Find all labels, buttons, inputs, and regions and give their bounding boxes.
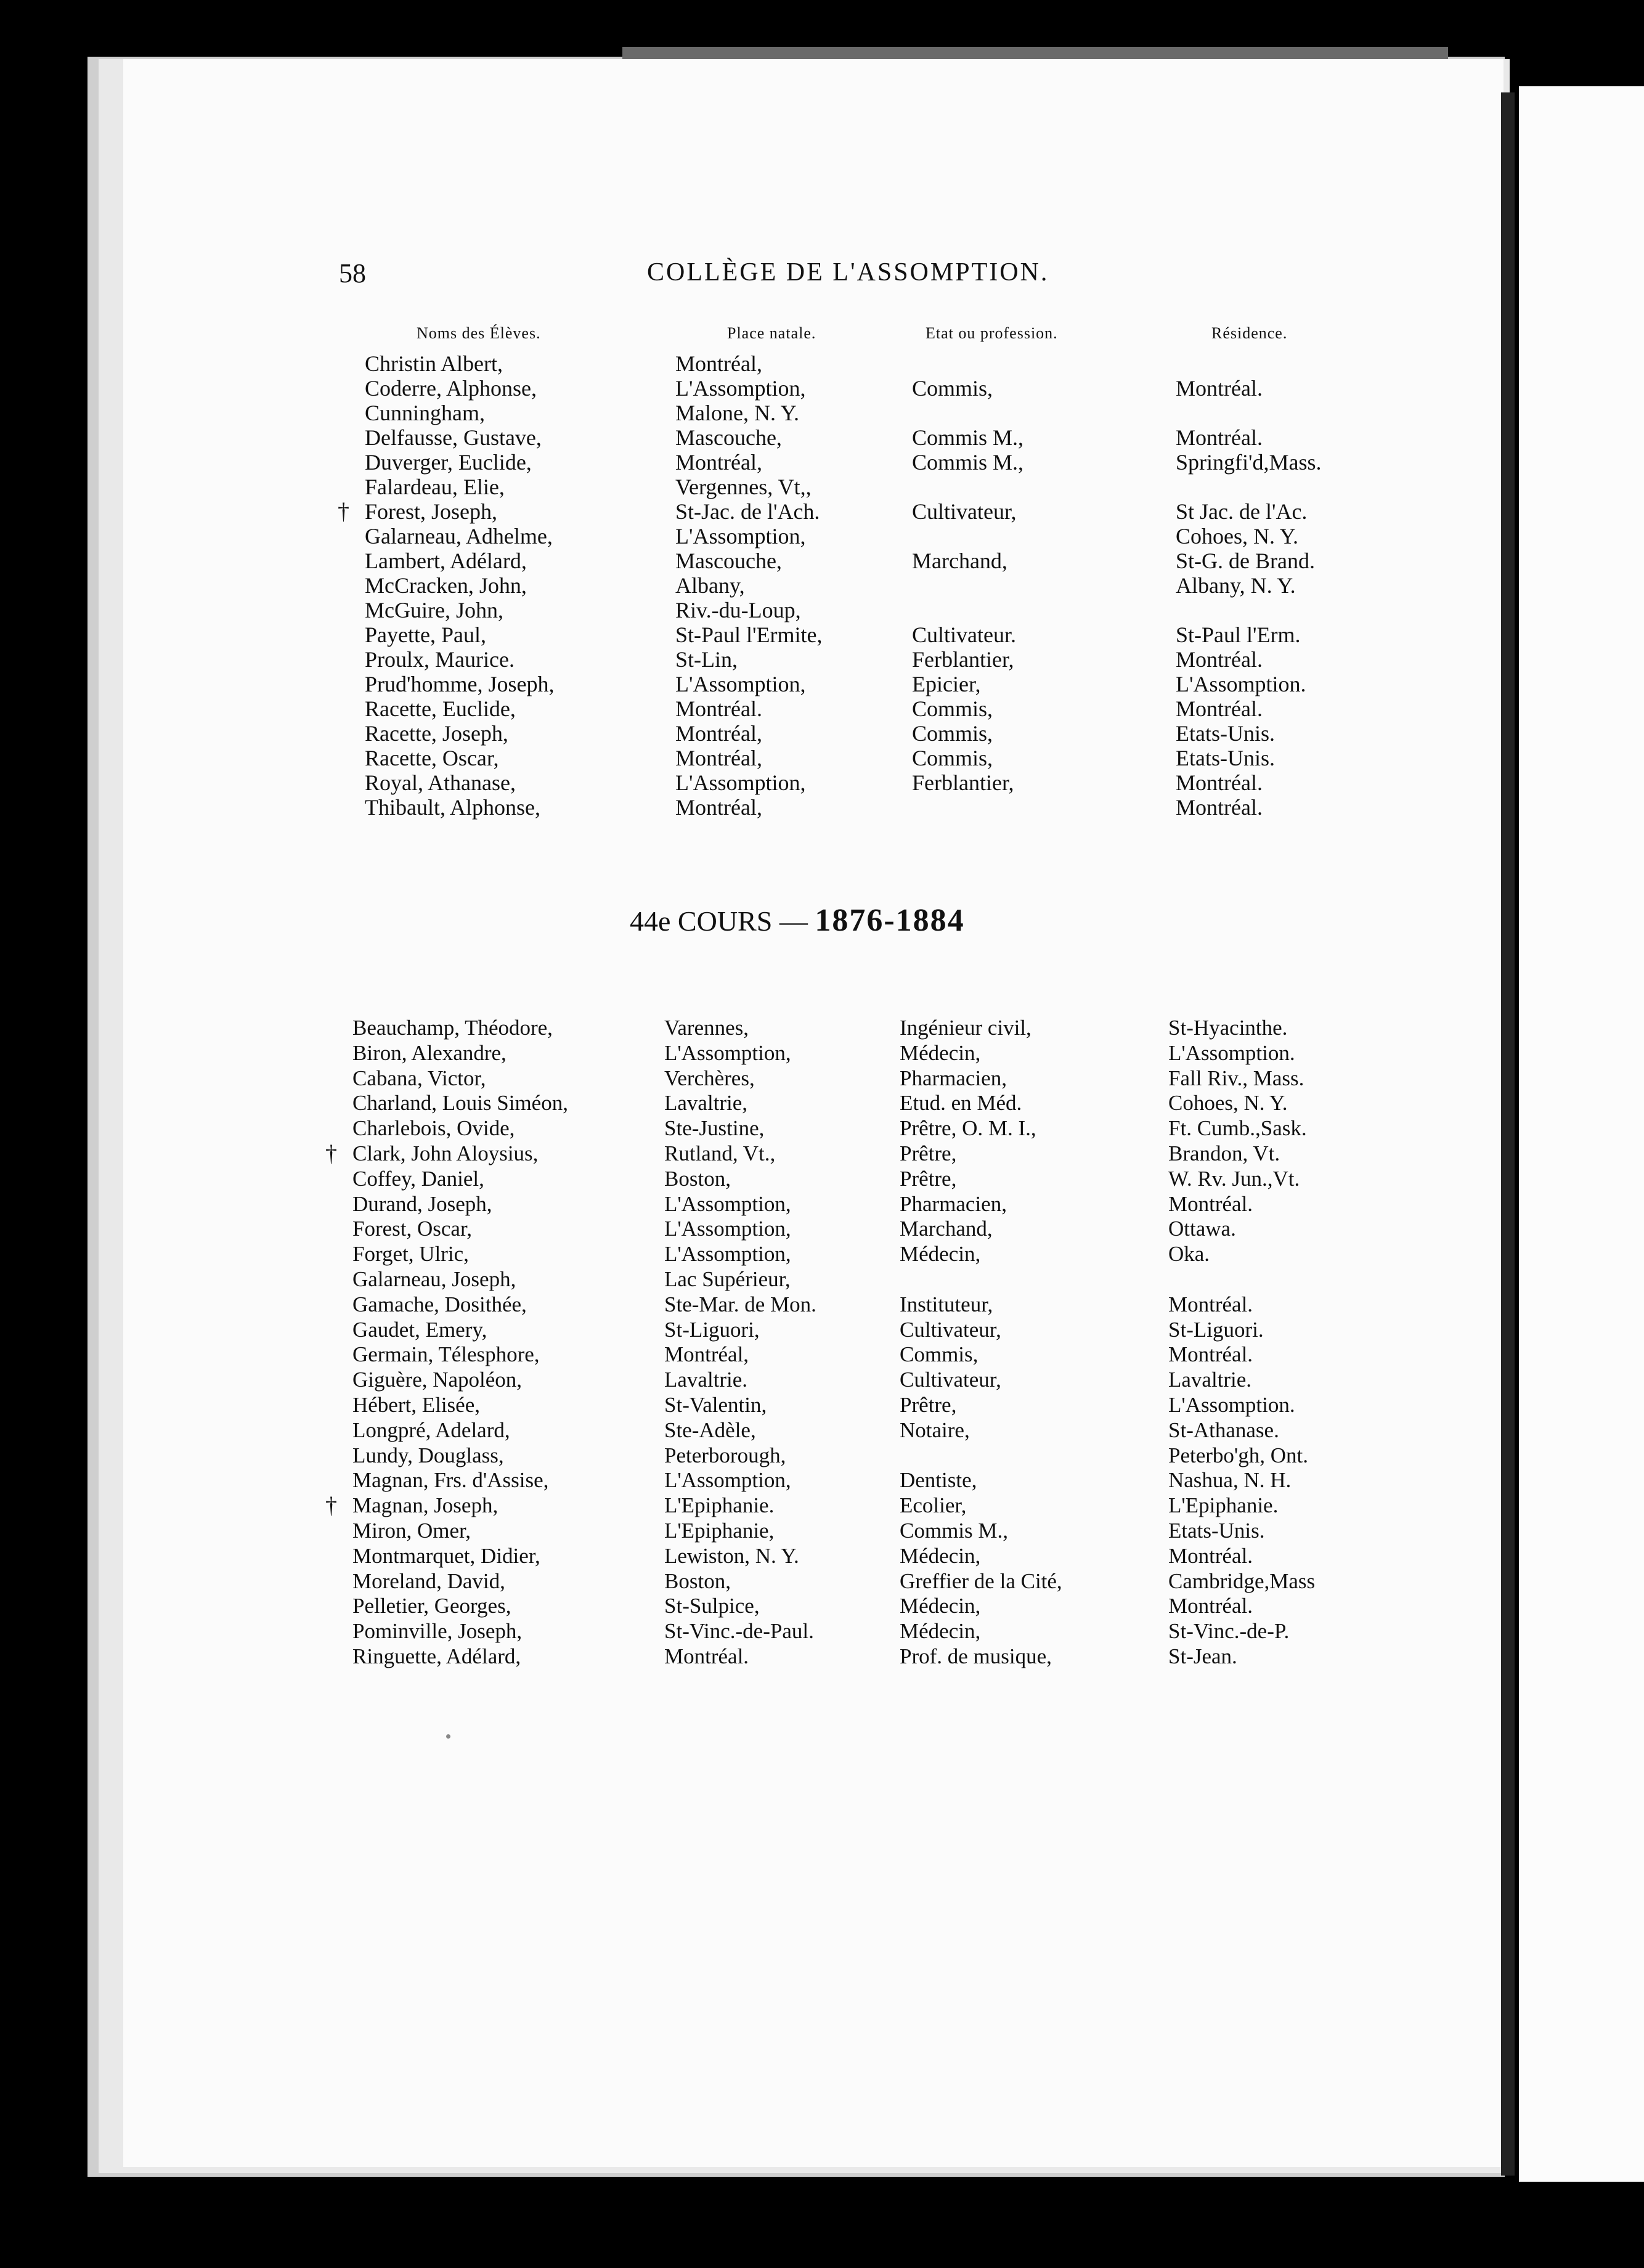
cell-profession <box>900 1267 1062 1292</box>
cell-name: Clark, John Aloysius, <box>352 1141 539 1165</box>
cell-residence <box>1176 351 1322 376</box>
cell-profession: Ferblantier, <box>912 770 1014 795</box>
cell-profession: Marchand, <box>912 549 1007 573</box>
cell-residence: Montréal. <box>1168 1342 1253 1367</box>
cell-name: Cunningham, <box>365 401 485 425</box>
cell-birthplace: Montréal, <box>675 351 762 376</box>
cell-birthplace: Montréal, <box>675 746 762 770</box>
cell-birthplace: L'Assomption, <box>664 1040 791 1065</box>
cell-name: Forest, Oscar, <box>352 1217 472 1241</box>
cell-name: Hébert, Elisée, <box>352 1392 480 1417</box>
cell-profession: Commis M., <box>912 425 1024 450</box>
column-header-birthplace: Place natale. <box>727 324 816 342</box>
cell-residence: St-Hyacinthe. <box>1168 1016 1288 1040</box>
cell-residence: St-Jean. <box>1168 1644 1237 1668</box>
cell-name: Galarneau, Adhelme, <box>365 524 553 549</box>
cell-name: Miron, Omer, <box>352 1518 471 1543</box>
cell-name: Biron, Alexandre, <box>352 1040 507 1065</box>
cell-profession <box>912 598 1023 622</box>
cell-birthplace: Lac Supérieur, <box>664 1267 791 1291</box>
cell-name: Delfausse, Gustave, <box>365 425 542 450</box>
cell-residence <box>1176 598 1322 622</box>
cell-birthplace: Montréal, <box>675 721 762 746</box>
cell-residence: Etats-Unis. <box>1176 721 1275 746</box>
section-b-residence-column <box>1168 1016 1315 1670</box>
cell-name: Thibault, Alphonse, <box>365 795 540 820</box>
column-header-profession: Etat ou profession. <box>926 324 1058 342</box>
cell-residence: Montréal. <box>1176 770 1263 795</box>
cell-birthplace: Ste-Justine, <box>664 1116 765 1141</box>
cell-name: Ringuette, Adélard, <box>352 1644 521 1668</box>
cell-residence: Montréal. <box>1176 425 1263 450</box>
cell-profession <box>912 573 1023 598</box>
facing-page <box>1519 86 1644 2182</box>
cell-name: Prud'homme, Joseph, <box>365 672 555 696</box>
section-title-dates: 1876-1884 <box>815 903 965 938</box>
cell-birthplace: St-Vinc.-de-Paul. <box>664 1619 814 1644</box>
cell-residence: Cohoes, N. Y. <box>1168 1091 1288 1116</box>
cell-birthplace: L'Epiphanie. <box>664 1493 775 1518</box>
cell-name: Galarneau, Joseph, <box>352 1267 516 1291</box>
cell-birthplace: Montréal. <box>675 696 762 721</box>
cell-profession: Prêtre, <box>900 1166 957 1191</box>
cell-profession: Médecin, <box>900 1594 981 1618</box>
cell-profession: Epicier, <box>912 672 981 696</box>
cell-profession: Commis, <box>912 696 993 721</box>
cell-name: Forest, Joseph, <box>365 499 497 524</box>
cell-profession: Médecin, <box>900 1242 981 1267</box>
cell-profession <box>912 524 1023 549</box>
cell-residence: Montréal. <box>1176 647 1263 672</box>
cell-birthplace: St-Jac. de l'Ach. <box>675 499 820 524</box>
book-spine <box>1501 92 1515 2176</box>
cell-birthplace: St-Valentin, <box>664 1392 767 1417</box>
cell-name: Forget, Ulric, <box>352 1242 469 1267</box>
stray-mark <box>446 1734 450 1739</box>
cell-profession: Greffier de la Cité, <box>900 1568 1062 1593</box>
cell-birthplace: Ste-Mar. de Mon. <box>664 1292 816 1316</box>
cell-profession: Commis, <box>900 1342 979 1367</box>
cell-residence: Montréal. <box>1168 1594 1253 1618</box>
cell-residence: Lavaltrie. <box>1168 1368 1252 1392</box>
cell-birthplace: Mascouche, <box>675 425 782 450</box>
cell-profession: Cultivateur, <box>900 1368 1001 1392</box>
cell-residence: L'Assomption. <box>1176 672 1306 696</box>
cell-profession <box>912 475 1023 499</box>
cell-birthplace: Lewiston, N. Y. <box>664 1543 799 1568</box>
cell-residence: Montréal. <box>1176 696 1263 721</box>
cell-residence: Ft. Cumb.,Sask. <box>1168 1116 1307 1141</box>
cell-residence: St-Liguori. <box>1168 1317 1264 1342</box>
cell-name: Royal, Athanase, <box>365 770 516 795</box>
cell-name: Charlebois, Ovide, <box>352 1116 515 1141</box>
cell-name: Montmarquet, Didier, <box>352 1543 540 1568</box>
cell-name: Duverger, Euclide, <box>365 450 532 475</box>
cell-profession: Ferblantier, <box>912 647 1014 672</box>
cell-birthplace: St-Lin, <box>675 647 738 672</box>
cell-birthplace: Montréal, <box>664 1342 749 1367</box>
cell-profession: Etud. en Méd. <box>900 1091 1022 1116</box>
cell-profession: Pharmacien, <box>900 1191 1007 1216</box>
cell-birthplace: L'Assomption, <box>664 1217 791 1241</box>
cell-residence: Cohoes, N. Y. <box>1176 524 1299 549</box>
cell-birthplace: Varennes, <box>664 1016 749 1040</box>
cell-profession <box>912 795 1023 820</box>
cell-birthplace: L'Epiphanie, <box>664 1518 775 1543</box>
cell-residence: St-Athanase. <box>1168 1418 1279 1442</box>
cell-birthplace: Malone, N. Y. <box>675 401 799 425</box>
cell-profession: Commis M., <box>900 1518 1009 1543</box>
cell-residence: Montréal. <box>1168 1292 1253 1316</box>
cell-profession: Notaire, <box>900 1418 970 1442</box>
cell-name: Durand, Joseph, <box>352 1191 492 1216</box>
cell-residence: W. Rv. Jun.,Vt. <box>1168 1166 1300 1191</box>
section-a-names-column <box>365 351 554 820</box>
cell-profession: Prêtre, O. M. I., <box>900 1116 1036 1141</box>
cell-name: Racette, Joseph, <box>365 721 508 746</box>
cell-profession: Commis M., <box>912 450 1024 475</box>
cell-birthplace: L'Assomption, <box>675 376 806 401</box>
cell-name: Gamache, Dosithée, <box>352 1292 527 1316</box>
cell-name: Germain, Télesphore, <box>352 1342 540 1367</box>
section-b-birthplace-column <box>664 1016 816 1670</box>
cell-birthplace: Montréal, <box>675 450 762 475</box>
cell-birthplace: L'Assomption, <box>675 524 806 549</box>
cell-residence: L'Assomption. <box>1168 1392 1295 1417</box>
section-title-course: 44e COURS <box>630 905 773 937</box>
cell-name: Lundy, Douglass, <box>352 1443 504 1467</box>
cell-profession <box>912 401 1023 425</box>
cell-name: Pominville, Joseph, <box>352 1619 523 1644</box>
cell-name: Giguère, Napoléon, <box>352 1368 523 1392</box>
column-header-residence: Résidence. <box>1211 324 1288 342</box>
cell-residence: St-G. de Brand. <box>1176 549 1315 573</box>
cell-name: Falardeau, Elie, <box>365 475 505 499</box>
cell-residence <box>1168 1267 1315 1292</box>
cell-birthplace: L'Assomption, <box>675 672 806 696</box>
cell-birthplace: Peterborough, <box>664 1443 786 1467</box>
cell-profession: Pharmacien, <box>900 1066 1007 1090</box>
cell-profession: Ingénieur civil, <box>900 1016 1032 1040</box>
cell-name: Proulx, Maurice. <box>365 647 515 672</box>
section-title-dash: — <box>779 905 808 937</box>
cell-name: Cabana, Victor, <box>352 1066 486 1090</box>
cell-name: McCracken, John, <box>365 573 527 598</box>
page-header <box>339 258 1325 295</box>
cell-residence: Montréal. <box>1176 376 1263 401</box>
cell-profession: Cultivateur. <box>912 622 1016 647</box>
cell-residence: Albany, N. Y. <box>1176 573 1296 598</box>
cell-name: Racette, Oscar, <box>365 746 499 770</box>
cell-name: Christin Albert, <box>365 351 503 376</box>
cell-name: Longpré, Adelard, <box>352 1418 510 1442</box>
cell-residence: Ottawa. <box>1168 1217 1236 1241</box>
cell-birthplace: Vergennes, Vt,, <box>675 475 812 499</box>
cell-profession: Médecin, <box>900 1619 981 1644</box>
section-b-names-column <box>352 1016 568 1670</box>
cell-profession: Commis, <box>912 746 993 770</box>
cell-birthplace: Montréal, <box>675 795 762 820</box>
cell-birthplace: Albany, <box>675 573 745 598</box>
cell-profession: Cultivateur, <box>900 1317 1001 1342</box>
dagger-mark: † <box>325 1493 337 1519</box>
cell-residence: Nashua, N. H. <box>1168 1468 1292 1493</box>
cell-profession: Commis, <box>912 721 993 746</box>
cell-birthplace: St-Paul l'Ermite, <box>675 622 823 647</box>
cell-profession: Marchand, <box>900 1217 993 1241</box>
section-a-residence-column <box>1176 351 1322 820</box>
cell-residence: Montréal. <box>1176 795 1263 820</box>
cell-name: Gaudet, Emery, <box>352 1317 487 1342</box>
cell-residence: Cambridge,Mass <box>1168 1568 1316 1593</box>
cell-birthplace: Riv.-du-Loup, <box>675 598 801 622</box>
cell-profession: Dentiste, <box>900 1468 977 1493</box>
cell-name: Payette, Paul, <box>365 622 486 647</box>
cell-birthplace: Boston, <box>664 1568 731 1593</box>
cell-birthplace: Verchères, <box>664 1066 755 1090</box>
cell-residence <box>1176 401 1322 425</box>
dagger-mark: † <box>325 1141 337 1167</box>
cell-birthplace: St-Liguori, <box>664 1317 760 1342</box>
cell-residence: L'Assomption. <box>1168 1040 1295 1065</box>
cell-residence: St-Vinc.-de-P. <box>1168 1619 1290 1644</box>
cell-profession: Commis, <box>912 376 993 401</box>
cell-birthplace: L'Assomption, <box>664 1242 791 1267</box>
cell-name: Beauchamp, Théodore, <box>352 1016 553 1040</box>
cell-residence: Oka. <box>1168 1242 1210 1267</box>
cell-residence: Fall Riv., Mass. <box>1168 1066 1304 1090</box>
cell-residence: Peterbo'gh, Ont. <box>1168 1443 1308 1467</box>
cell-residence: Montréal. <box>1168 1191 1253 1216</box>
section-a-profession-column <box>912 351 1023 820</box>
cell-profession: Médecin, <box>900 1543 981 1568</box>
cell-name: Coffey, Daniel, <box>352 1166 484 1191</box>
cell-profession: Prêtre, <box>900 1141 957 1165</box>
cell-residence <box>1176 475 1322 499</box>
cell-profession: Cultivateur, <box>912 499 1017 524</box>
cell-birthplace: Rutland, Vt., <box>664 1141 776 1165</box>
cell-name: Pelletier, Georges, <box>352 1594 511 1618</box>
column-header-name: Noms des Élèves. <box>417 324 541 342</box>
cell-birthplace: St-Sulpice, <box>664 1594 760 1618</box>
cell-profession <box>912 351 1023 376</box>
cell-profession <box>900 1443 1062 1469</box>
cell-profession: Instituteur, <box>900 1292 993 1316</box>
cell-residence: Springfi'd,Mass. <box>1176 450 1322 475</box>
cell-birthplace: Mascouche, <box>675 549 782 573</box>
section-a-birthplace-column <box>675 351 822 820</box>
cell-profession: Médecin, <box>900 1040 981 1065</box>
cell-profession: Prêtre, <box>900 1392 957 1417</box>
cell-name: Moreland, David, <box>352 1568 505 1593</box>
cell-residence: St-Paul l'Erm. <box>1176 622 1301 647</box>
cell-residence: St Jac. de l'Ac. <box>1176 499 1308 524</box>
cell-profession: Ecolier, <box>900 1493 967 1518</box>
cell-name: Charland, Louis Siméon, <box>352 1091 568 1116</box>
cell-birthplace: Ste-Adèle, <box>664 1418 756 1442</box>
cell-name: McGuire, John, <box>365 598 503 622</box>
cell-birthplace: Boston, <box>664 1166 731 1191</box>
cell-name: Magnan, Joseph, <box>352 1493 498 1518</box>
cell-residence: Etats-Unis. <box>1176 746 1275 770</box>
cell-name: Racette, Euclide, <box>365 696 516 721</box>
cell-birthplace: Montréal. <box>664 1644 749 1668</box>
cell-residence: Montréal. <box>1168 1543 1253 1568</box>
cell-name: Lambert, Adélard, <box>365 549 527 573</box>
cell-birthplace: Lavaltrie, <box>664 1091 748 1116</box>
cell-residence: Brandon, Vt. <box>1168 1141 1280 1165</box>
cell-birthplace: L'Assomption, <box>675 770 806 795</box>
section-title <box>630 902 965 939</box>
cell-profession: Prof. de musique, <box>900 1644 1052 1668</box>
cell-name: Magnan, Frs. d'Assise, <box>352 1468 549 1493</box>
cell-birthplace: L'Assomption, <box>664 1468 791 1493</box>
cell-name: Coderre, Alphonse, <box>365 376 537 401</box>
cell-residence: L'Epiphanie. <box>1168 1493 1279 1518</box>
cell-residence: Etats-Unis. <box>1168 1518 1265 1543</box>
page-number: 58 <box>339 258 366 288</box>
section-b-profession-column <box>900 1016 1062 1670</box>
dagger-mark: † <box>338 499 349 524</box>
cell-birthplace: L'Assomption, <box>664 1191 791 1216</box>
cell-birthplace: Lavaltrie. <box>664 1368 748 1392</box>
running-title: COLLÈGE DE L'ASSOMPTION. <box>647 258 1049 287</box>
